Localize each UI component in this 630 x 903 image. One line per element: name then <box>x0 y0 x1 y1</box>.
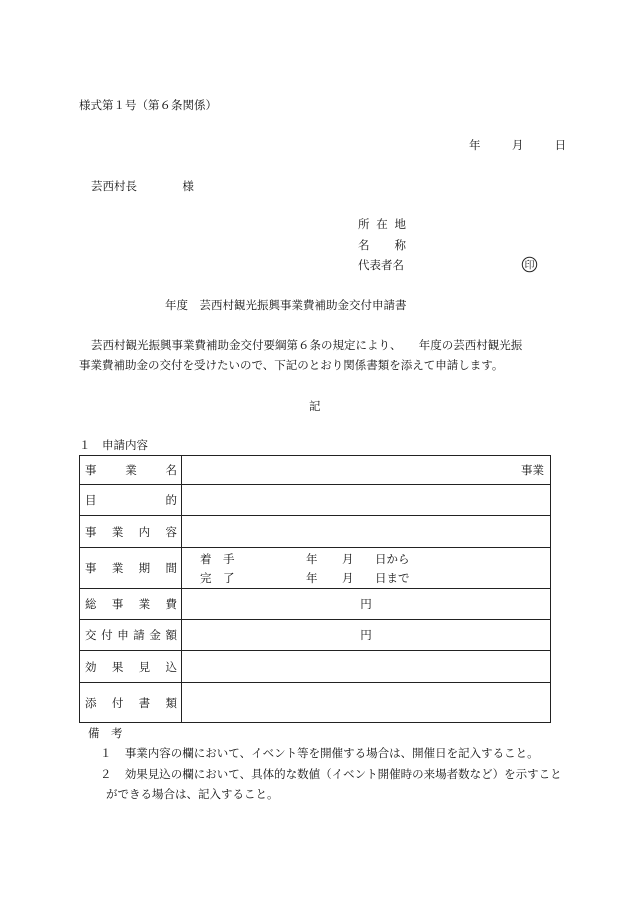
label-char: 総 <box>85 597 97 611</box>
label-char: 業 <box>111 524 124 539</box>
project-name-value[interactable] <box>182 456 551 485</box>
period-end <box>182 568 550 587</box>
requested-amount-value[interactable] <box>182 620 551 651</box>
ki-heading: 記 <box>309 399 321 413</box>
row-content <box>80 516 551 548</box>
document-title: 年度 芸西村観光振興事業費補助金交付申請書 <box>165 298 407 312</box>
label-char: 容 <box>165 524 177 539</box>
seal-text: 印 <box>524 260 535 272</box>
purpose-label <box>80 485 182 516</box>
row-attachments <box>80 683 551 723</box>
date-month: 月 <box>511 138 524 152</box>
label-char: 事 <box>111 597 124 611</box>
label-char: 業 <box>125 463 137 477</box>
remarks-title: 備 考 <box>88 726 123 740</box>
remark-continuation: ができる場合は、記入すること。 <box>106 787 279 801</box>
label-char: 期 <box>138 561 151 575</box>
yen-unit: 円 <box>360 628 372 642</box>
requested-amount-label <box>80 620 182 651</box>
project-name-label <box>80 456 182 485</box>
label-char: 込 <box>165 659 177 674</box>
start-day: 日から <box>375 552 410 566</box>
total-cost-label <box>80 589 182 620</box>
label-char: 金 <box>149 628 161 642</box>
row-effect <box>80 651 551 683</box>
remark-number: １ <box>100 746 112 760</box>
date-day: 日 <box>554 138 567 152</box>
label-char: 名 <box>165 463 177 477</box>
label-char: 類 <box>165 695 177 710</box>
yen-unit: 円 <box>360 597 372 611</box>
effect-label <box>80 651 182 683</box>
start-year: 年 <box>306 552 318 566</box>
label-char: 額 <box>165 628 177 642</box>
row-requested-amount <box>80 620 551 651</box>
label-char: 請 <box>133 628 145 642</box>
remark-item <box>100 745 539 761</box>
body-line-2: 事業費補助金の交付を受けたいので、下記のとおり関係書類を添えて申請します。 <box>79 358 504 372</box>
row-period <box>80 548 551 589</box>
effect-value[interactable] <box>182 651 551 683</box>
start-month: 月 <box>342 552 354 566</box>
start-label: 着 手 <box>200 552 235 566</box>
address-label-chars <box>358 216 406 232</box>
label-char: 添 <box>85 695 97 710</box>
label-char: 業 <box>111 561 124 575</box>
remark-text: 効果見込の欄において、具体的な数値（イベント開催時の来場者数など）を示すこと <box>124 767 562 781</box>
end-label: 完 了 <box>200 571 235 585</box>
remark-item <box>100 766 562 782</box>
row-purpose <box>80 485 551 516</box>
label-char: 費 <box>165 597 177 611</box>
row-total-cost <box>80 589 551 620</box>
label-char: 業 <box>138 597 151 611</box>
seal-mark <box>521 256 538 273</box>
label-char: 目 <box>85 493 97 507</box>
period-start <box>182 549 550 568</box>
label-char: 申 <box>117 628 129 642</box>
date-line <box>469 137 566 153</box>
section-1-title: １ 申請内容 <box>79 438 148 452</box>
address-label <box>358 216 406 232</box>
content-value[interactable] <box>182 516 551 548</box>
representative-label: 代表者名 <box>358 258 404 272</box>
end-month: 月 <box>342 571 354 585</box>
address-label-char: 所 <box>358 217 370 231</box>
label-char: 交 <box>85 628 97 642</box>
period-value[interactable] <box>182 548 551 589</box>
body-line-1: 芸西村観光振興事業費補助金交付要綱第６条の規定により、 年度の芸西村観光振 <box>91 338 523 352</box>
attachments-value[interactable] <box>182 683 551 723</box>
label-char: 効 <box>85 659 97 674</box>
name-label-char: 名 <box>358 238 370 252</box>
date-year: 年 <box>469 138 481 152</box>
purpose-value[interactable] <box>182 485 551 516</box>
addressee-name: 芸西村長 <box>91 179 137 193</box>
label-char: 内 <box>138 524 151 539</box>
total-cost-value[interactable] <box>182 589 551 620</box>
remark-number: ２ <box>100 767 112 781</box>
label-char: 書 <box>138 695 151 710</box>
form-number: 様式第１号（第６条関係） <box>79 98 217 112</box>
label-char: 付 <box>111 695 124 710</box>
label-char: 付 <box>101 628 113 642</box>
address-label-char: 地 <box>394 217 406 231</box>
addressee-honorific: 様 <box>182 179 194 193</box>
label-char: 的 <box>165 493 177 507</box>
application-table <box>79 455 551 723</box>
remark-text: 事業内容の欄において、イベント等を開催する場合は、開催日を記入すること。 <box>124 746 539 760</box>
project-suffix: 事業 <box>521 463 544 477</box>
end-year: 年 <box>306 571 318 585</box>
address-label-char: 在 <box>376 217 388 231</box>
period-label <box>80 548 182 589</box>
label-char: 間 <box>165 561 177 575</box>
attachments-label <box>80 683 182 723</box>
name-label <box>358 237 406 253</box>
label-char: 事 <box>85 463 97 477</box>
end-day: 日まで <box>375 571 410 585</box>
content-label <box>80 516 182 548</box>
row-project-name <box>80 456 551 485</box>
name-label-chars <box>358 237 406 253</box>
label-char: 見 <box>138 659 151 674</box>
addressee <box>91 178 194 194</box>
label-char: 果 <box>111 659 124 674</box>
name-label-char: 称 <box>394 238 406 252</box>
label-char: 事 <box>85 524 97 539</box>
label-char: 事 <box>85 561 97 575</box>
